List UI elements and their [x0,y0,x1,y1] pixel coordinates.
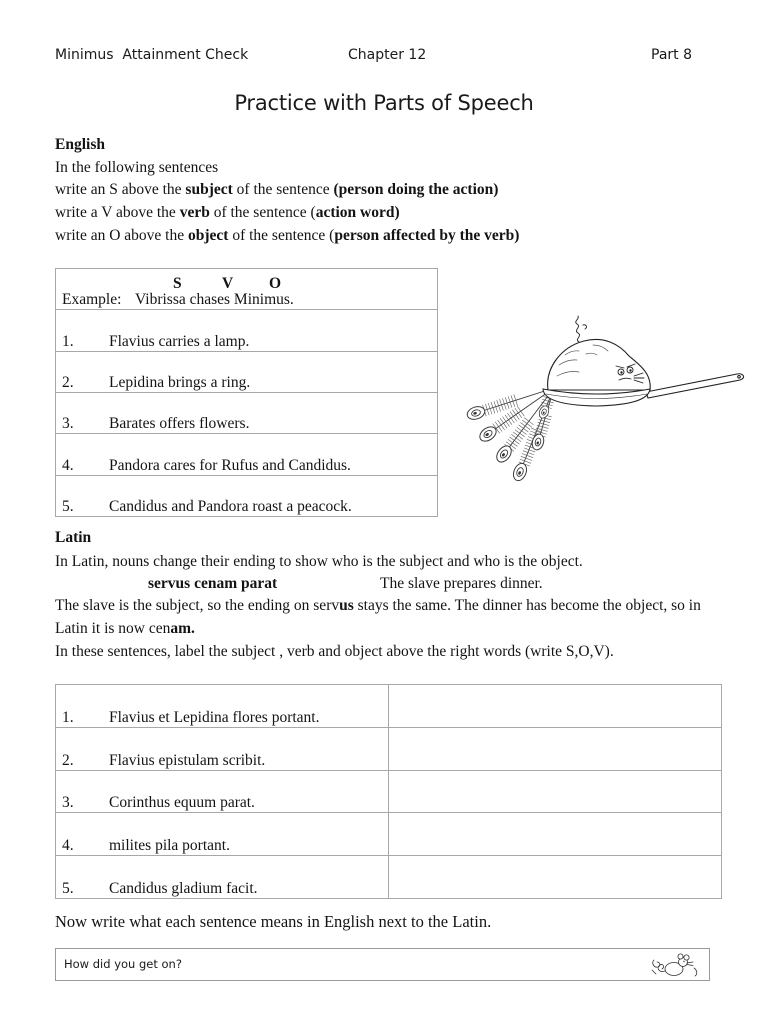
subject-label: S [173,275,182,292]
answer-cell [389,771,721,813]
word-ending: am. [170,620,195,637]
row-sentence: Pandora cares for Rufus and Candidus. [109,456,351,474]
row-sentence: milites pila portant. [109,837,230,855]
latin-cell [56,856,389,898]
example-prefix: Example: [62,291,122,309]
row-sentence: Flavius epistulam scribit. [109,751,266,769]
table-row [56,770,721,813]
table-row [56,727,721,770]
example-row [56,269,437,309]
row-number: 1. [62,708,74,726]
row-number: 2. [62,373,74,391]
instruction-text: write a V above the [55,204,180,221]
feedback-box [55,948,710,981]
header-course: Minimus Attainment Check [55,47,249,63]
instruction-subject [55,181,498,199]
latin-cell [56,771,389,813]
row-number: 3. [62,794,74,812]
table-row [56,309,437,350]
header-chapter: Chapter 12 [348,47,427,63]
table-row [56,475,437,516]
latin-cell [56,685,389,727]
word-ending: us [339,597,354,614]
latin-example: servus cenam parat [148,575,278,592]
latin-intro: In Latin, nouns change their ending to show who is the subject and who is the object. [55,553,583,570]
row-number: 3. [62,415,74,433]
explanation-text: Latin it is now cen [55,620,171,637]
instruction-text: write an O above the [55,227,188,244]
object-label: O [269,275,282,292]
mouse-doodle-icon [646,950,702,980]
feather-eye-icon [494,443,514,465]
table-row [56,855,721,898]
row-number: 2. [62,751,74,769]
row-sentence: Lepidina brings a ring. [109,373,251,391]
english-intro: In the following sentences [55,159,219,176]
english-sentences-table [55,268,438,517]
steam-icon [576,316,587,342]
latin-instruction: In these sentences, label the subject , verb and object above the right words (write S,O,V). [55,643,614,660]
answer-cell [389,813,721,855]
instruction-text: of the sentence [232,181,334,198]
row-sentence: Candidus and Pandora roast a peacock. [109,497,352,515]
instruction-object [55,227,519,245]
instruction-text: write an S above the [55,181,186,198]
latin-cell [56,728,389,770]
closing-instruction: Now write what each sentence means in English next to the Latin. [55,912,492,931]
explanation-text: The slave is the subject, so the ending on serv [55,597,340,614]
instruction-text: of the sentence ( [228,227,335,244]
instruction-verb [55,204,400,222]
instruction-definition: person affected by the verb) [334,227,520,244]
table-row [56,392,437,433]
answer-cell [389,685,721,727]
instruction-keyword: subject [185,181,233,198]
table-row [56,433,437,474]
instruction-definition: (person doing the action) [333,181,499,198]
page-title: Practice with Parts of Speech [234,91,534,115]
peacock-tail-icon [466,388,554,483]
row-number: 4. [62,456,74,474]
header-part: Part 8 [651,47,692,63]
instruction-keyword: verb [179,204,210,221]
row-sentence: Candidus gladium facit. [109,879,258,897]
answer-cell [389,856,721,898]
row-sentence: Corinthus equum parat. [109,794,255,812]
feedback-label: How did you get on? [64,957,182,971]
verb-label: V [222,275,234,292]
explanation-line [55,597,701,615]
instruction-text: of the sentence ( [209,204,316,221]
row-number: 5. [62,879,74,897]
table-row [56,685,721,727]
table-row [56,812,721,855]
latin-example-translation: The slave prepares dinner. [380,575,543,592]
explanation-line [55,620,195,638]
row-sentence: Flavius carries a lamp. [109,332,250,350]
row-number: 1. [62,332,74,350]
example-sentence: Vibrissa chases Minimus. [135,291,294,309]
table-row [56,351,437,392]
latin-sentences-table [55,684,722,899]
roast-bird-icon [548,339,651,390]
instruction-definition: action word) [315,204,400,221]
row-sentence: Barates offers flowers. [109,415,250,433]
explanation-text: stays the same. The dinner has become the object, so in [353,597,701,614]
instruction-keyword: object [188,227,229,244]
row-number: 5. [62,497,74,515]
peacock-in-frying-pan-icon [458,308,748,498]
english-heading: English [55,136,105,153]
row-number: 4. [62,837,74,855]
feather-eye-icon [531,433,546,451]
answer-cell [389,728,721,770]
latin-cell [56,813,389,855]
latin-heading: Latin [55,529,92,546]
row-sentence: Flavius et Lepidina flores portant. [109,708,320,726]
feather-eye-icon [477,424,499,444]
